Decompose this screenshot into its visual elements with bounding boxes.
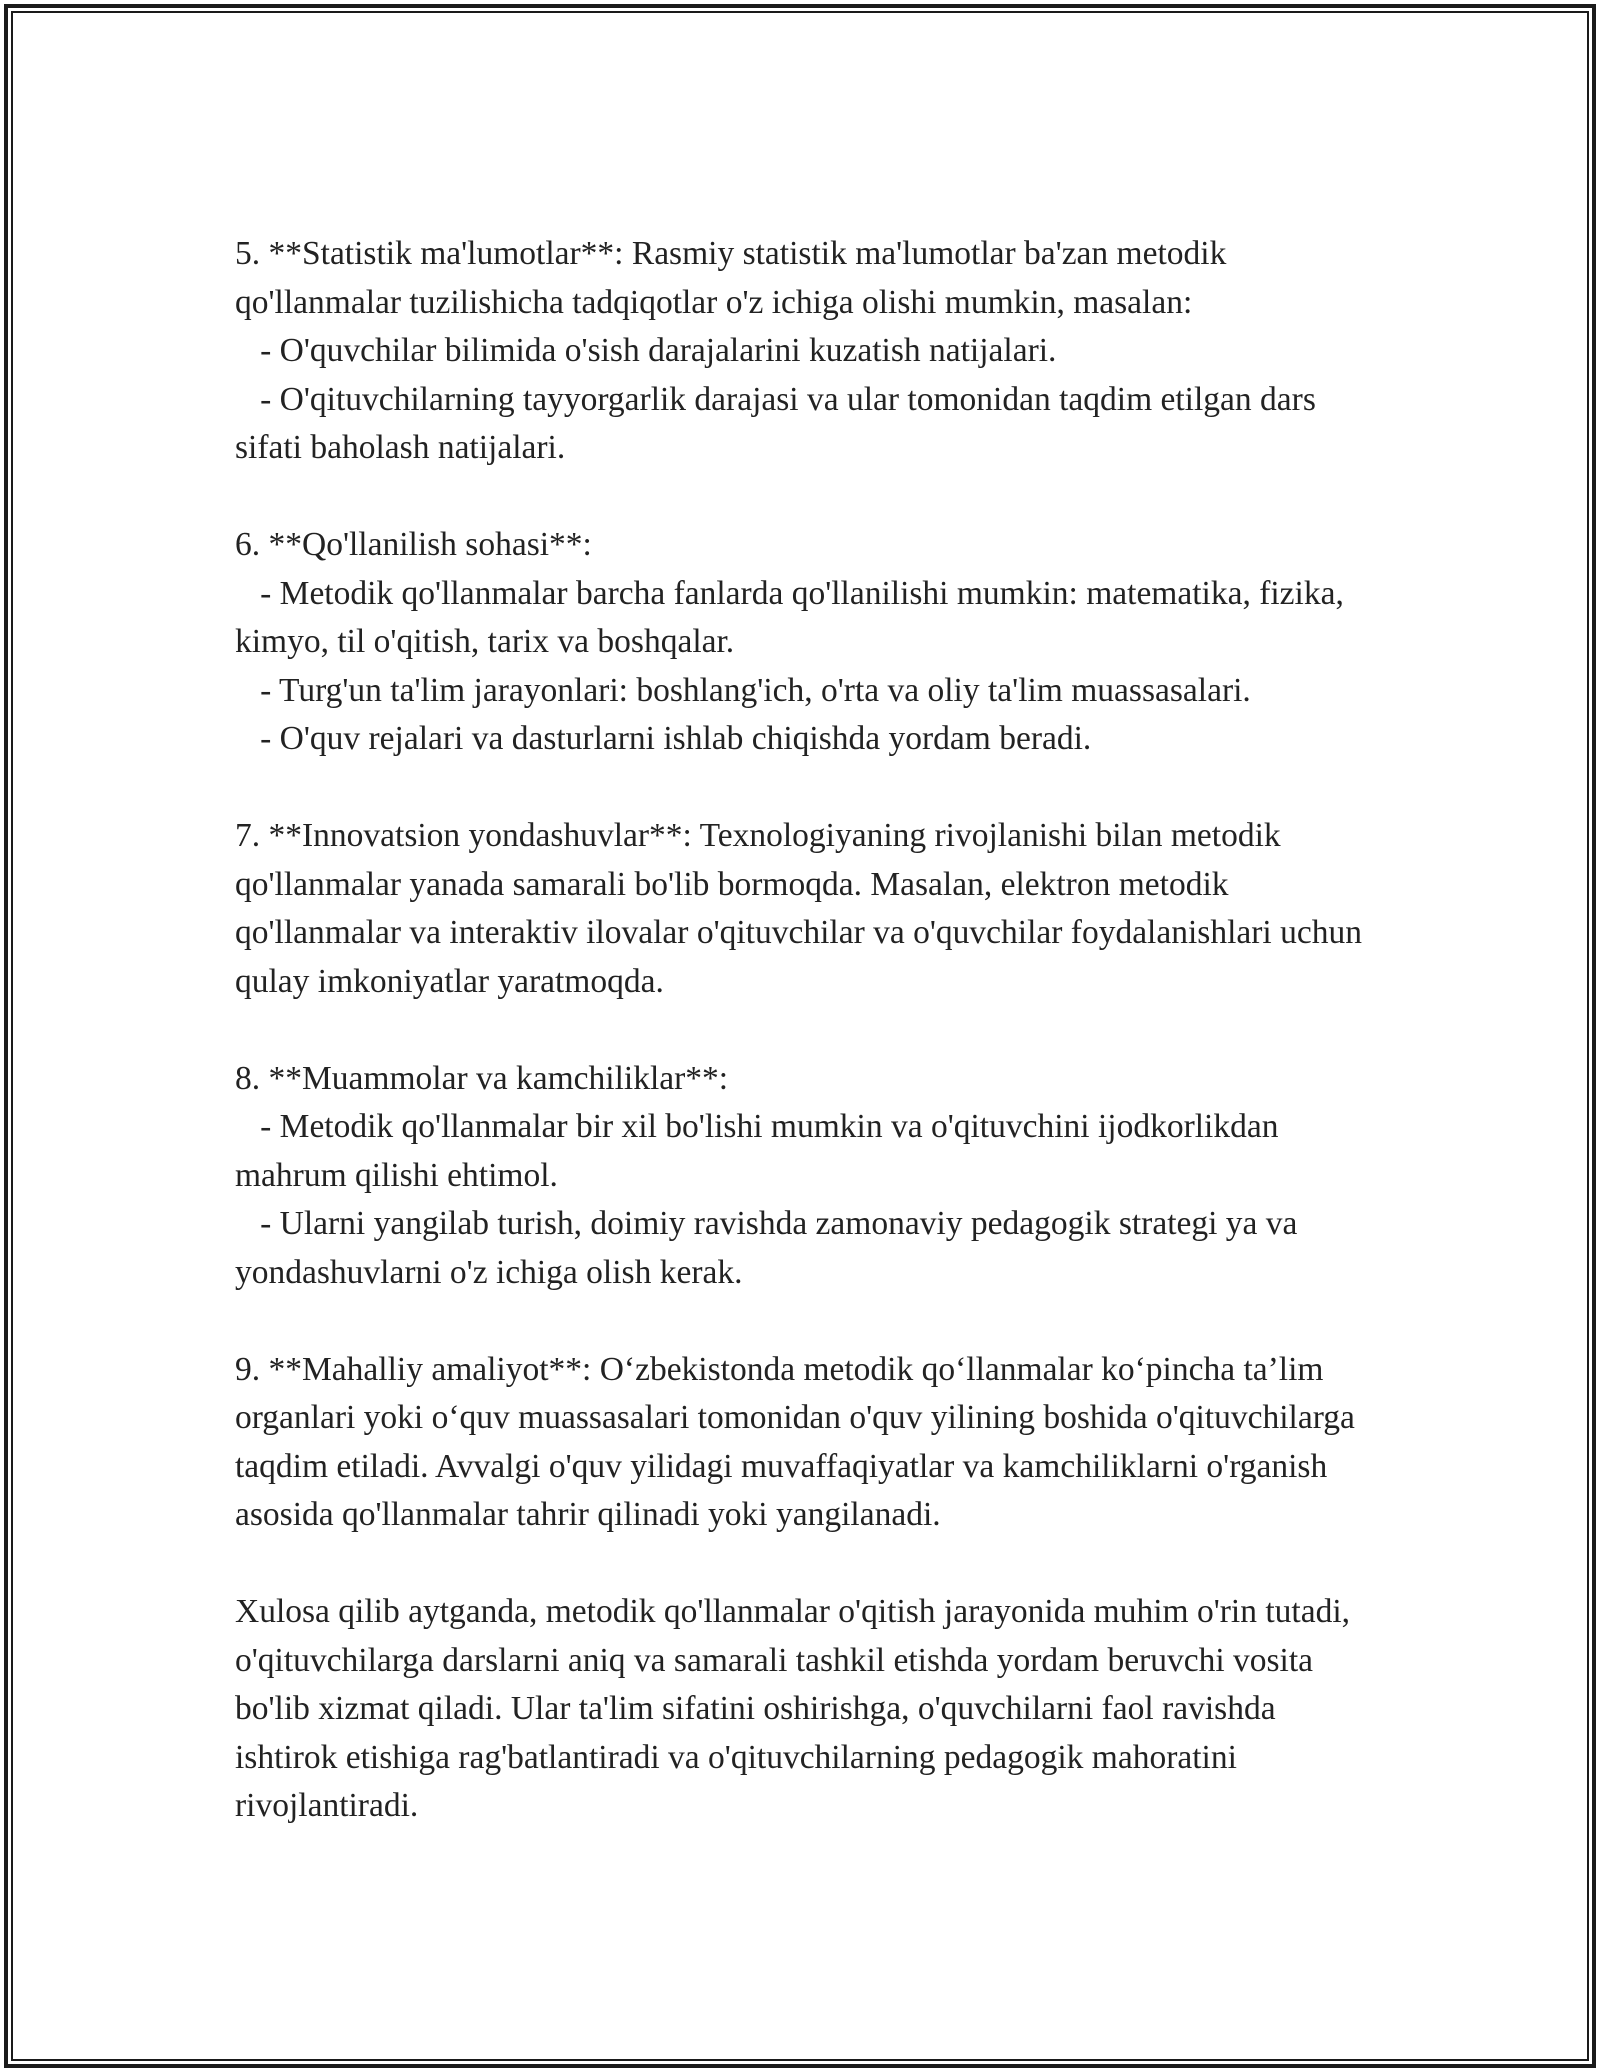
paragraph-gap bbox=[235, 1540, 1375, 1589]
paragraph-gap bbox=[235, 764, 1375, 813]
section-6-bullet-1: - Metodik qo'llanmalar barcha fanlarda qo'llanilishi mumkin: matematika, fizika, kimyo, til o'qitish, tarix va boshqalar. bbox=[235, 574, 1353, 660]
section-7-paragraph: 7. **Innovatsion yondashuvlar**: Texnologiyaning rivojlanishi bilan metodik qo'llanmalar yanada samarali bo'lib bormoqda. Masalan, elektron metodik qo'llanmalar va interaktiv ilovalar o'qituvchilar va o'quvchilar foydalanishlari uchun qulay imkoniyatlar yaratmoqda. bbox=[235, 817, 1371, 1000]
section-6-heading: 6. **Qo'llanilish sohasi**: bbox=[235, 526, 592, 563]
section-5-heading: 5. **Statistik ma'lumotlar**: Rasmiy statistik ma'lumotlar ba'zan metodik qo'llanmalar tuzilishicha tadqiqotlar o'z ichiga olishi mumkin, masalan: bbox=[235, 235, 1235, 321]
section-6-bullet-2: - Turg'un ta'lim jarayonlari: boshlang'ich, o'rta va oliy ta'lim muassasalari. bbox=[235, 671, 1251, 709]
paragraph-gap bbox=[235, 1006, 1375, 1055]
conclusion-paragraph: Xulosa qilib aytganda, metodik qo'llanmalar o'qitish jarayonida muhim o'rin tutadi, o'qituvchilarga darslarni aniq va samarali tashkil etishda yordam beruvchi vosita bo'lib xizmat qiladi. Ular ta'lim sifatini oshirishga, o'quvchilarni faol ravishda ishtirok etishiga rag'batlantiradi va o'qituvchilarning pedagogik mahoratini rivojlantiradi. bbox=[235, 1593, 1359, 1824]
section-5-bullet-2: - O'qituvchilarning tayyorgarlik darajasi va ular tomonidan taqdim etilgan dars sifati baholash natijalari. bbox=[235, 380, 1325, 466]
paragraph-gap bbox=[235, 473, 1375, 522]
section-8-heading: 8. **Muammolar va kamchiliklar**: bbox=[235, 1059, 729, 1097]
paragraph-gap bbox=[235, 1297, 1375, 1346]
section-9-paragraph: 9. **Mahalliy amaliyot**: O‘zbekistonda metodik qo‘llanmalar ko‘pincha ta’lim organlari yoki o‘quv muassasalari tomonidan o'quv yilining boshida o'qituvchilarga taqdim etiladi. Avvalgi o'quv yilidagi muvaffaqiyatlar va kamchiliklarni o'rganish asosida qo'llanmalar tahrir qilinadi yoki yangilanadi. bbox=[235, 1350, 1364, 1533]
section-8-bullet-1: - Metodik qo'llanmalar bir xil bo'lishi mumkin va o'qituvchini ijodkorlikdan mahrum qilishi ehtimol. bbox=[235, 1108, 1287, 1194]
section-5-bullet-1: - O'quvchilar bilimida o'sish darajalarini kuzatish natijalari. bbox=[235, 332, 1057, 369]
document-body bbox=[235, 230, 1375, 1831]
section-6-bullet-3: - O'quv rejalari va dasturlarni ishlab chiqishda yordam beradi. bbox=[235, 720, 1092, 757]
section-8-bullet-2: - Ularni yangilab turish, doimiy ravishda zamonaviy pedagogik strategi ya va yondashuvlarni o'z ichiga olish kerak. bbox=[235, 1205, 1306, 1291]
